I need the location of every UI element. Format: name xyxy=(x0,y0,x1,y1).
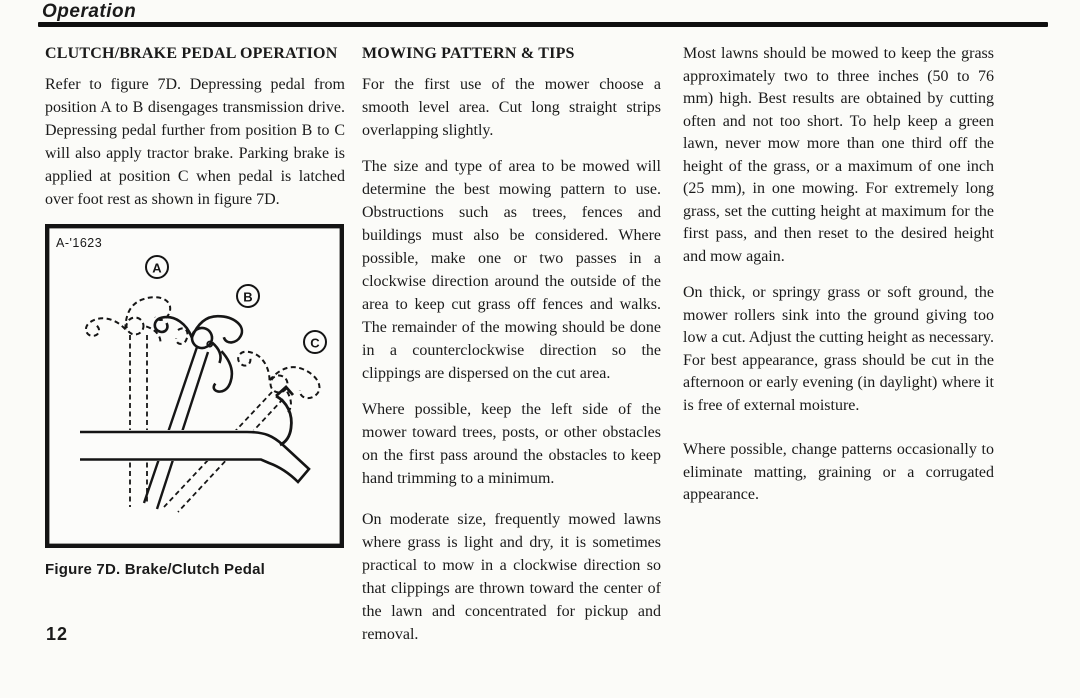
parking-latch-arm xyxy=(276,387,293,445)
header-rule xyxy=(38,22,1048,27)
mowing-paragraph-4: On moderate size, frequently mowed lawns where grass is light and dry, it is sometimes practical to mow in a clockwise direction so that clippings are thrown toward the center of the lawn and concentrated for pickup and removal. xyxy=(362,511,661,643)
callout-circles xyxy=(146,256,326,353)
figure-frame xyxy=(48,227,341,545)
page-header-title: Operation xyxy=(42,1,137,22)
lawn-paragraph-3: Where possible, change patterns occasionally to eliminate matting, graining or a corrugated appearance. xyxy=(683,441,994,503)
clutch-brake-paragraph: Refer to figure 7D. Depressing pedal from position A to B disengages transmission drive. Depressing pedal further from position B to C will also apply tractor brake. Parking brake is applied at position C when pedal is latched over foot rest as shown in figure 7D. xyxy=(45,76,345,208)
column-mowing xyxy=(362,45,661,659)
section-heading-clutch-brake: CLUTCH/BRAKE PEDAL OPERATION xyxy=(45,45,338,62)
page-number: 12 xyxy=(46,624,69,644)
mowing-paragraph-1: For the first use of the mower choose a smooth level area. Cut long straight strips overlapping slightly. xyxy=(362,76,661,139)
lawn-paragraph-1: Most lawns should be mowed to keep the grass approximately two to three inches (50 to 76 mm) high. Best results are obtained by cutting often and not too short. To help keep a green lawn, never mow more than one third off the height of the grass, or a maximum of one inch (25 mm), in one mowing. For extremely long grass, set the cutting height at maximum for the first pass, and then reset to the desired height and mow again. xyxy=(683,45,994,265)
section-heading-mowing: MOWING PATTERN & TIPS xyxy=(362,45,575,62)
callout-a: A xyxy=(152,260,162,276)
figure-7d-box xyxy=(45,224,344,548)
column-right xyxy=(683,43,994,521)
pedal-a-legs xyxy=(130,335,147,507)
mowing-paragraph-3: Where possible, keep the left side of the mower toward trees, posts, or other obstacles on the first pass around the obstacles to keep hand trimming to a minimum. xyxy=(362,401,661,487)
lawn-paragraph-2: On thick, or springy grass or soft ground, the mower rollers sink into the ground giving too low a cut. Adjust the cutting height as necessary. For best appearance, grass should be cut in the afternoon or early evening (in daylight) where it is free of external moisture. xyxy=(683,284,994,414)
callout-b: B xyxy=(243,289,253,305)
figure-caption: Figure 7D. Brake/Clutch Pedal xyxy=(45,561,266,578)
pedal-b-legs xyxy=(144,347,208,509)
brake-clutch-pedal-drawing xyxy=(47,226,342,546)
pedal-b-head xyxy=(143,301,246,394)
figure-id-label: A-'1623 xyxy=(56,236,103,250)
pedal-a-head xyxy=(83,293,189,357)
mowing-paragraph-2: The size and type of area to be mowed will determine the best mowing pattern to use. Obstructions such as trees, fences and buildings must also be considered. Where possible, make one or two passes in a clockwise direction around the outside of the area to keep cut grass off fences and walks. The remainder of the mowing should be done in a counterclockwise direction so the clippings are dispersed on the cut area. xyxy=(362,158,661,382)
column-clutch-brake xyxy=(45,45,345,578)
callout-c: C xyxy=(310,335,320,351)
